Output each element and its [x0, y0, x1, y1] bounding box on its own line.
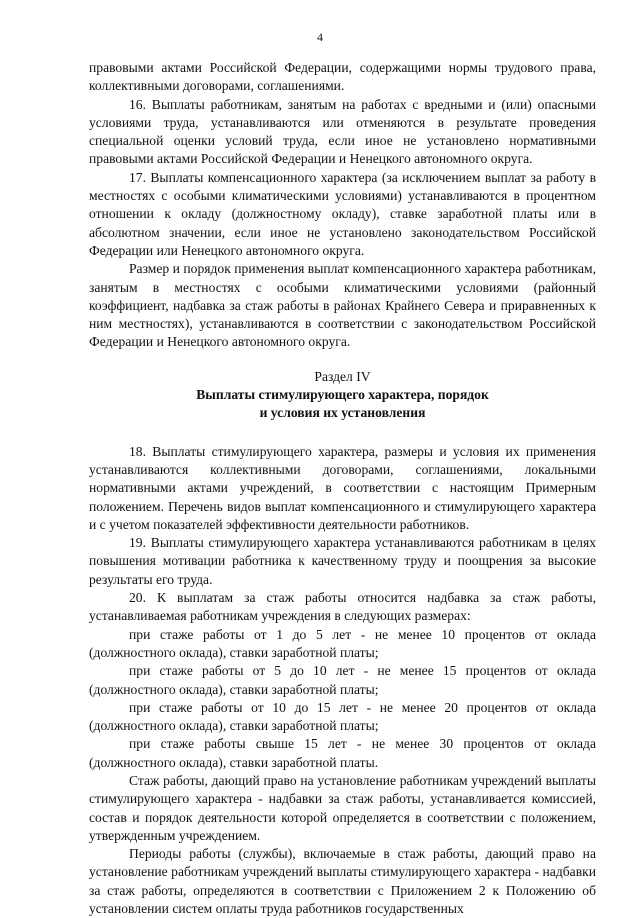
paragraph-seniority-commission: Стаж работы, дающий право на установление работникам учреждений выплаты стимулирующего характера - надбавки за стаж работы, устанавливается комиссией, состав и порядок деятельности которой определяется в соответствии с положением, утвержденным учреждением.: [89, 772, 596, 843]
paragraph-20: 20. К выплатам за стаж работы относится надбавка за стаж работы, устанавливаемая работникам учреждения в следующих размерах:: [89, 590, 596, 624]
paragraph-19: 19. Выплаты стимулирующего характера устанавливаются работникам в целях повышения мотивации работника к качественному труду и поощрения за высокие результаты его труда.: [89, 535, 596, 587]
page-number: 4: [317, 30, 323, 44]
list-item-5-10-years: при стаже работы от 5 до 10 лет - не менее 15 процентов от оклада (должностного оклада), ставки заработной платы;: [89, 663, 596, 697]
list-item-1-5-years: при стаже работы от 1 до 5 лет - не менее 10 процентов от оклада (должностного оклада), ставки заработной платы;: [89, 626, 596, 660]
paragraph-17: 17. Выплаты компенсационного характера (за исключением выплат за работу в местностях с особыми климатическими условиями) устанавливаются в процентном отношении к окладу (должностному окладу), ставке заработной платы или в абсолютном значении, если иное не установлено законодательством Российской Федерации или Ненецкого автономного округа.: [89, 169, 596, 258]
section-title-line-1: Выплаты стимулирующего характера, порядок: [196, 387, 489, 403]
list-item-over-15-years: при стаже работы свыше 15 лет - не менее 30 процентов от оклада (должностного оклада), ставки заработной платы.: [89, 736, 596, 770]
paragraph-periods-of-work: Периоды работы (службы), включаемые в стаж работы, дающий право на установление работникам учреждений выплаты стимулирующего характера - надбавки за стаж работы, определяются в соответствии с Приложением 2 к Положению об установлении систем оплаты труда работников государственных: [89, 846, 596, 917]
paragraph-16: 16. Выплаты работникам, занятым на работах с вредными и (или) опасными условиями труда, устанавливаются или отменяются в результате проведения специальной оценки условий труда, если иное не установлено нормативными правовыми актами Российской Федерации и Ненецкого автономного округа.: [89, 96, 596, 167]
spacer: [89, 352, 596, 368]
list-item-10-15-years: при стаже работы от 10 до 15 лет - не менее 20 процентов от оклада (должностного оклада), ставки заработной платы;: [89, 699, 596, 734]
section-label: Раздел IV: [314, 368, 371, 384]
spacer: [89, 423, 596, 443]
paragraph-regional-coefficient: Размер и порядок применения выплат компенсационного характера работникам, занятым в местностях с особыми климатическими условиями (районный коэффициент, надбавка за стаж работы в районах Крайнего Севера и приравненных к ним местностях), устанавливаются в соответствии с законодательством Российской Федерации и Ненецкого автономного округа.: [89, 261, 596, 350]
paragraph-continuation: правовыми актами Российской Федерации, содержащими нормы трудового права, коллективными договорами, соглашениями.: [89, 60, 596, 94]
section-title-line-2: и условия их установления: [259, 405, 426, 421]
paragraph-18: 18. Выплаты стимулирующего характера, размеры и условия их применения устанавливаются коллективными договорами, соглашениями, локальными нормативными актами учреждений, в соответствии с настоящим Примерным положением. Перечень видов выплат компенсационного и стимулирующего характера и с учетом показателей эффективности деятельности работников.: [89, 443, 596, 532]
document-body: [89, 59, 596, 918]
